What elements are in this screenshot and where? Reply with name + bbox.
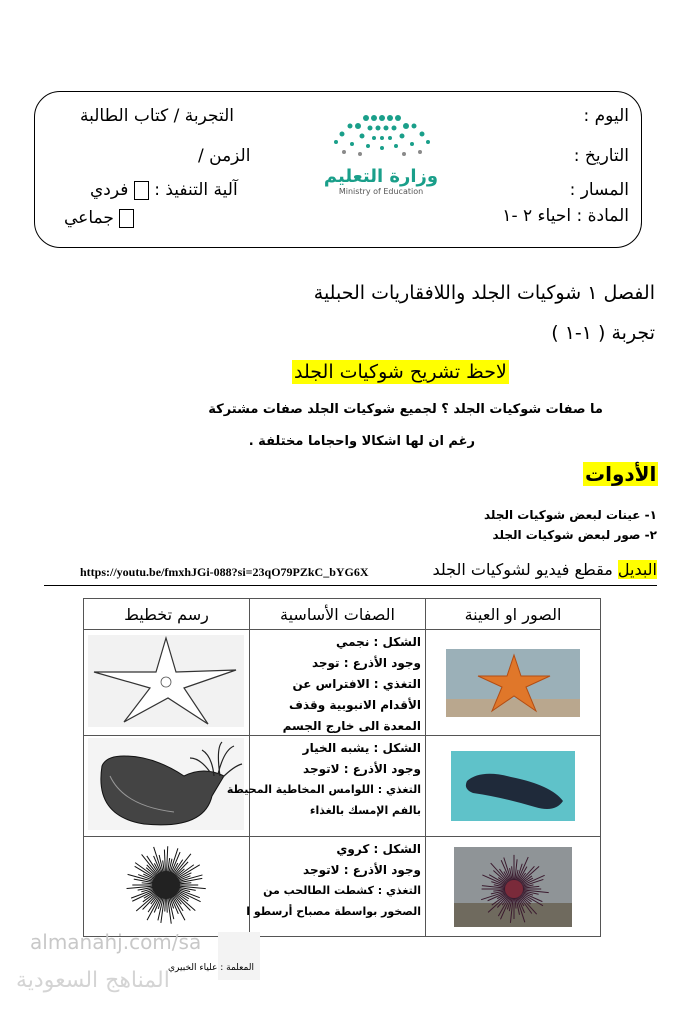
individual-checkbox[interactable] [134,181,149,200]
starfish-photo-icon [446,649,580,717]
alternative-line [432,560,657,579]
table-header-row [84,599,601,630]
starfish-prop-1: الشكل : نجمي [335,635,421,649]
logo-text-ar: وزارة التعليم [323,166,439,187]
header-properties: الصفات الأساسية [250,599,426,630]
tools-heading: الأدوات [585,462,657,486]
sea-urchin-photo-icon [454,847,572,927]
group-checkbox[interactable] [119,209,134,228]
urchin-drawing-cell [84,837,250,937]
logo-text-en: Ministry of Education [338,187,424,196]
cucumber-properties-cell [226,736,426,837]
starfish-prop-4: الأقدام الانبوبية وقذف [289,698,421,712]
day-label: اليوم : [583,106,629,126]
starfish-prop-2: وجود الأذرع : توجد [311,656,421,670]
header-drawing: رسم تخطيط [84,599,250,630]
starfish-prop-3: التغذي : الافتراس عن [292,677,421,691]
logo-dots-icon [322,112,440,160]
alternative-label: البديل [617,560,657,579]
cucumber-drawing-cell [84,736,250,837]
video-link[interactable]: https://youtu.be/fmxhJGi-088?si=23qO79PZkC_bYG6X [80,565,369,579]
urchin-photo-cell [426,837,601,937]
question-line-1: ما صفات شوكيات الجلد ؟ لجميع شوكيات الجلد صفات مشتركة [208,402,603,417]
urchin-prop-4: الصخور بواسطة مصباح أرسطو ا [246,905,421,918]
individual-label: فردي [90,180,129,200]
question-line-2: رغم ان لها اشكالا واحجاما مختلفة . [248,434,475,449]
alternative-text: مقطع فيديو لشوكيات الجلد [432,560,613,579]
starfish-properties-cell [250,630,426,736]
starfish-drawing-cell [84,630,250,736]
starfish-drawing-icon [84,632,248,730]
method-label: آلية التنفيذ : [154,180,238,200]
date-label: التاريخ : [573,146,629,166]
urchin-prop-3: التغذي : كشطت الطالحب من [263,884,421,897]
table-row [84,630,601,736]
time-label: الزمن / [198,146,251,166]
teacher-name: المعلمة : علياء الخبيري [168,963,254,973]
urchin-prop-1: الشكل : كروي [336,842,421,856]
sea-cucumber-drawing-icon [84,736,248,832]
specimen-table [83,598,601,937]
starfish-photo-cell [426,630,601,736]
table-row [84,736,601,837]
urchin-prop-2: وجود الأذرع : لاتوجد [303,863,421,877]
cucumber-prop-1: الشكل : يشبه الخيار [302,741,421,755]
header-photo: الصور او العينة [426,599,601,630]
cucumber-photo-cell [426,736,601,837]
activity-title: لاحظ تشريح شوكيات الجلد [294,361,507,383]
sea-urchin-drawing-icon [84,840,248,930]
ministry-logo [322,112,440,197]
urchin-properties-cell [246,837,426,937]
experiment-number: تجربة ( ١-١ ) [551,322,655,344]
watermark-url: almanahj.com/sa [30,930,202,954]
sea-cucumber-photo-icon [451,751,575,821]
tool-item-1: ١- عينات لبعض شوكيات الجلد [484,508,657,522]
method-row [90,180,238,200]
starfish-prop-5: المعدة الى خارج الجسم [282,719,421,733]
track-label: المسار : [569,180,629,200]
divider-line [44,585,657,586]
subject-label: المادة : احياء ٢ -١ [502,206,629,226]
experiment-label: التجربة / كتاب الطالبة [80,106,235,126]
tool-item-2: ٢- صور لبعض شوكيات الجلد [492,528,657,542]
group-label: جماعي [64,208,114,228]
watermark-ar: المناهج السعودية [16,968,170,993]
cucumber-prop-2: وجود الأذرع : لاتوجد [303,762,421,776]
chapter-title: الفصل ١ شوكيات الجلد واللافقاريات الحبلية [313,282,655,304]
group-row [64,208,134,228]
table-row [84,837,601,937]
cucumber-prop-3: التغذي : اللوامس المخاطية المحيطة [226,783,421,796]
cucumber-prop-4: بالفم الإمسك بالغذاء [309,804,421,817]
